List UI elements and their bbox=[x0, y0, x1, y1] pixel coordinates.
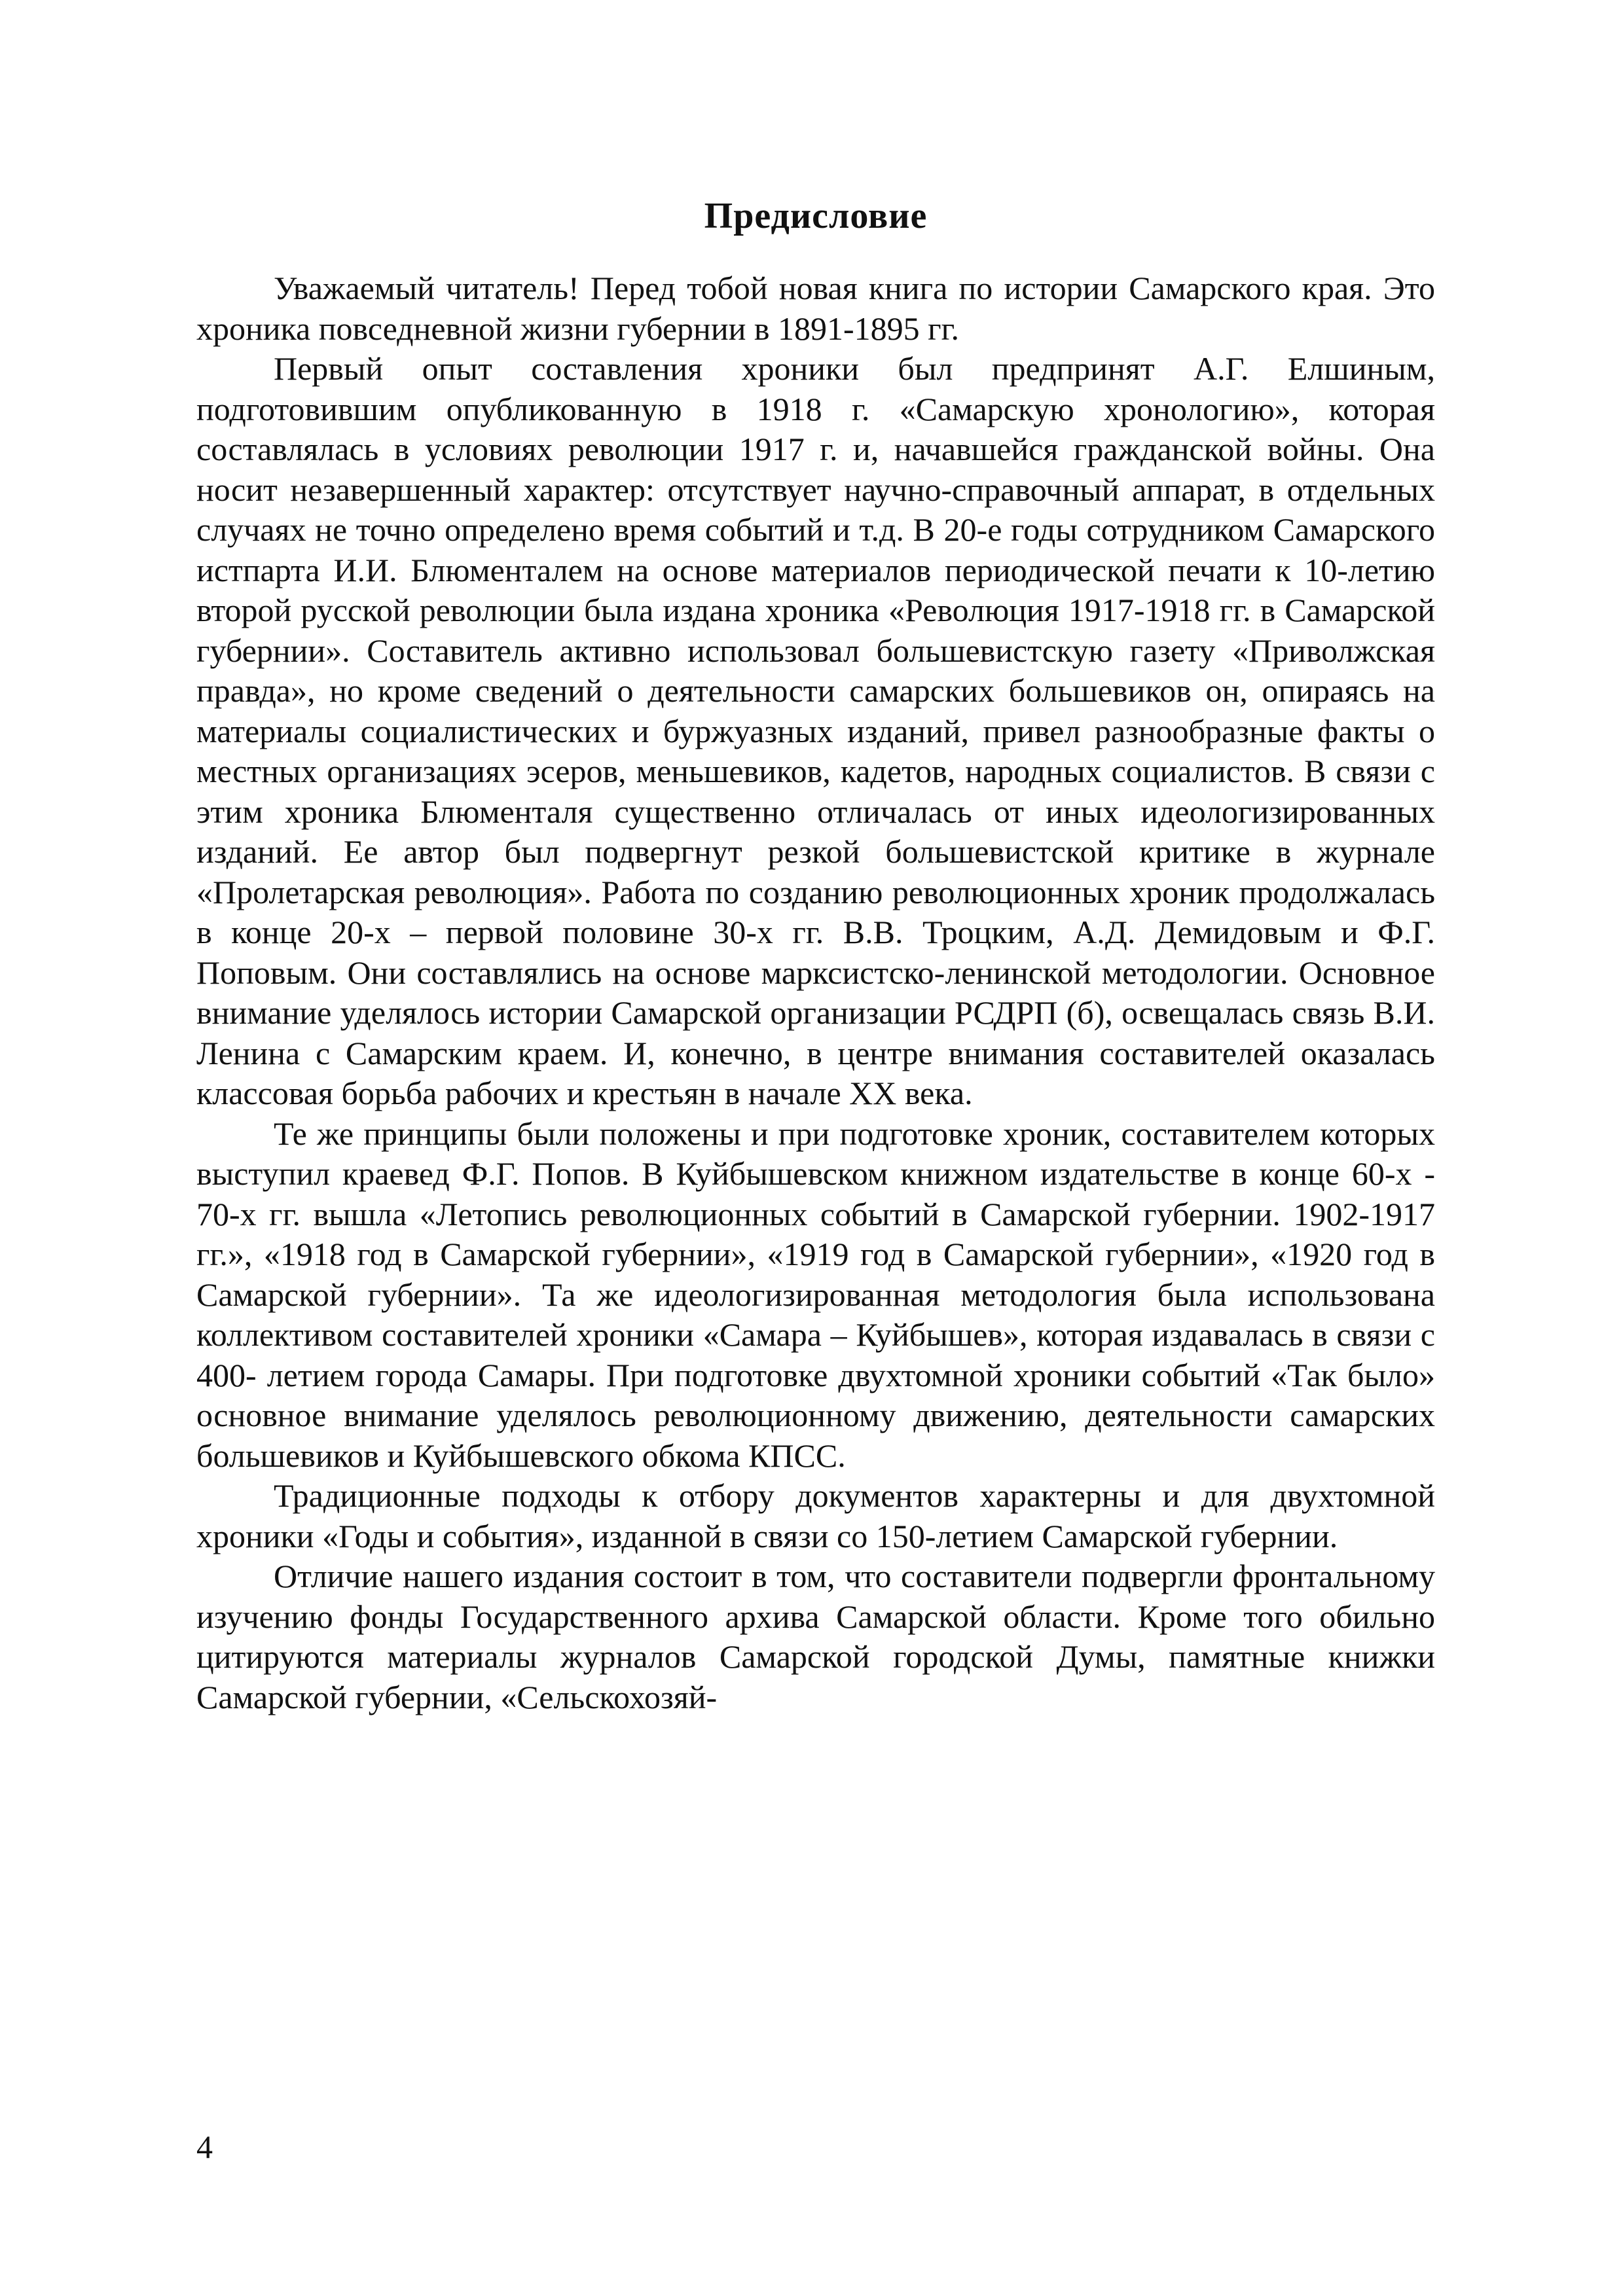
paragraph-two-volume-chronicle: Традиционные подходы к отбору документов характерны и для двухтомной хроники «Годы и события», изданной в связи со 150-летием Самарской губернии. bbox=[196, 1477, 1435, 1554]
page-title: Предисловие bbox=[704, 196, 928, 236]
paragraph-intro: Уважаемый читатель! Перед тобой новая книга по истории Самарского края. Это хроника повседневной жизни губернии в 1891-1895 гг. bbox=[196, 270, 1435, 347]
paragraph-popov-chronicles: Те же принципы были положены и при подготовке хроник, составителем которых выступил краевед Ф.Г. Попов. В Куйбышевском книжном издательстве в конце 60-х - 70-х гг. вышла «Летопись революционных событий в Самарской губернии. 1902-1917 гг.», «1918 год в Самарской губернии», «1919 год в Самарской губернии», «1920 год в Самарской губернии». Та же идеологизированная методология была использована коллективом составителей хроники «Самара – Куйбышев», которая издавалась в связи с 400- летием города Самары. При подготовке двухтомной хроники событий «Так было» основное внимание уделялось революционному движению, деятельности самарских большевиков и Куйбышевского обкома КПСС. bbox=[196, 1115, 1435, 1474]
paragraph-first-chronicles: Первый опыт составления хроники был предпринят А.Г. Елшиным, подготовившим опубликованную в 1918 г. «Самарскую хронологию», которая составлялась в условиях революции 1917 г. и, начавшейся гражданской войны. Она носит незавершенный характер: отсутствует научно-справочный аппарат, в отдельных случаях не точно определено время событий и т.д. В 20-е годы сотрудником Самарского истпарта И.И. Блюменталем на основе материалов периодической печати к 10-летию второй русской революции была издана хроника «Революция 1917-1918 гг. в Самарской губернии». Составитель активно использовал большевистскую газету «Приволжская правда», но кроме сведений о деятельности самарских большевиков он, опираясь на материалы социалистических и буржуазных изданий, привел разнообразные факты о местных организациях эсеров, меньшевиков, кадетов, народных социалистов. В связи с этим хроника Блюменталя существенно отличалась от иных идеологизированных изданий. Ее автор был подвергнут резкой большевистской критике в журнале «Пролетарская революция». Работа по созданию революционных хроник продолжалась в конце 20-х – первой половине 30-х гг. В.В. Троцким, А.Д. Демидовым и Ф.Г. Поповым. Они составлялись на основе марксистско-ленинской методологии. Основное внимание уделялось истории Самарской организации РСДРП (б), освещалась связь В.И. Ленина с Самарским краем. И, конечно, в центре внимания составителей оказалась классовая борьба рабочих и крестьян в начале XX века. bbox=[196, 350, 1435, 1111]
page-number: 4 bbox=[196, 2128, 213, 2165]
page-body bbox=[196, 190, 1435, 1717]
paragraph-our-edition: Отличие нашего издания состоит в том, что составители подвергли фронтальному изучению фонды Государственного архива Самарской области. Кроме того обильно цитируются материалы журналов Самарской городской Думы, памятные книжки Самарской губернии, «Сельскохозяй- bbox=[196, 1558, 1435, 1715]
